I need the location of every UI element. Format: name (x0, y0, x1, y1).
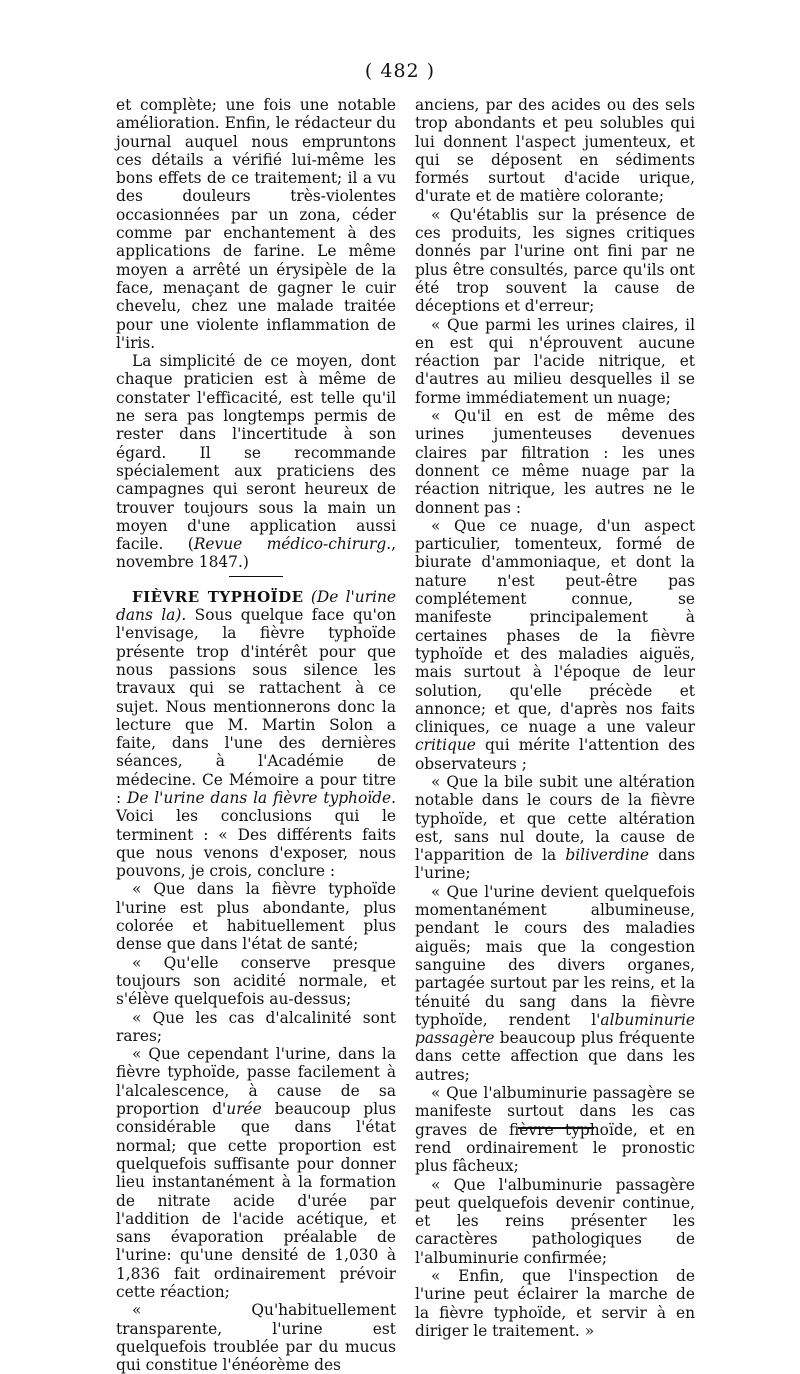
right-column (415, 96, 695, 1340)
section-paragraph: FIÈVRE TYPHOÏDE (De l'urine dans la). Sous quelque face qu'on l'envisage, la fièvre typhoïde présente trop d'intérêt pour que nous passions sous silence les travaux qui se rattachent à ce sujet. Nous mentionnerons donc la lecture que M. Martin Solon a faite, dans l'une des dernières séances, à l'Académie de médecine. Ce Mémoire a pour titre : De l'urine dans la fièvre typhoïde. Voici les conclusions qui le terminent : « Des différents faits que nous venons d'exposer, nous pouvons, je crois, conclure : (116, 587, 396, 881)
paragraph: « Que l'albuminurie passagère peut quelquefois devenir continue, et les reins présenter les caractères pathologiques de l'albuminurie confirmée; (415, 1175, 695, 1267)
section-subheading: (De l'urine dans la). (116, 587, 396, 625)
paragraph: « Qu'habituellement transparente, l'urine est quelquefois troublée par du mucus qui constitue l'énéorème des (116, 1301, 396, 1374)
paragraph: « Qu'établis sur la présence de ces produits, les signes critiques donnés par l'urine ont fini par ne plus être consultés, parce qu'ils ont été trop souvent la cause de déceptions et d'erreur; (415, 205, 695, 316)
paragraph: « Que ce nuage, d'un aspect particulier, tomenteux, formé de biurate d'ammoniaque, et dont la nature n'est peut-être pas complétement connue, se manifeste principalement à certaines phases de la fièvre typhoïde et des maladies aiguës, mais surtout à l'époque de leur solution, qu'elle précède et annonce; et que, d'après nos faits cliniques, ce nuage a une valeur critique qui mérite l'attention des observateurs ; (415, 516, 695, 773)
source-citation: Revue médico-chirurg. (193, 535, 392, 554)
paragraph: « Que cependant l'urine, dans la fièvre typhoïde, passe facilement à l'alcalescence, à cause de sa proportion d'urée beaucoup plus considérable que dans l'état normal; que cette proportion est quelquefois suffisante pour donner lieu instantanément à la formation de nitrate acide d'urée par l'addition de l'acide acétique, et sans évaporation préalable de l'urine: qu'une densité de 1,030 à 1,836 fait ordinairement prévoir cette réaction; (116, 1045, 396, 1301)
end-rule (518, 1127, 594, 1129)
paragraph: « Que dans la fièvre typhoïde l'urine est plus abondante, plus colorée et habituellement plus dense que dans l'état de santé; (116, 880, 396, 954)
paragraph: La simplicité de ce moyen, dont chaque praticien est à même de constater l'efficacité, est telle qu'il ne sera pas longtemps permis de rester dans l'incertitude à son égard. Il se recommande spécialement aux praticiens des campagnes qui seront heureux de trouver toujours sous la main un moyen d'une application aussi facile. (Revue médico-chirurg., novembre 1847.) (116, 352, 396, 572)
paragraph: « Que l'urine devient quelquefois momentanément albumineuse, pendant le cours des maladies aiguës; mais que la congestion sanguine des divers organes, partagée surtout par les reins, et la ténuité du sang dans la fièvre typhoïde, rendent l'albuminurie passagère beaucoup plus fréquente dans cette affection que dans les autres; (415, 882, 695, 1084)
paragraph: « Qu'il en est de même des urines jumenteuses devenues claires par filtration : les unes donnent ce même nuage par la réaction nitrique, les autres ne le donnent pas : (415, 407, 695, 517)
page-number: ( 482 ) (364, 60, 436, 82)
section-divider (229, 576, 283, 577)
paragraph: « Qu'elle conserve presque toujours son acidité normale, et s'élève quelquefois au-dessus; (116, 953, 396, 1009)
memoir-title: De l'urine dans la fièvre typhoïde. (127, 788, 396, 807)
paragraph: « Que parmi les urines claires, il en est qui n'éprouvent aucune réaction par l'acide nitrique, et d'autres au milieu desquelles il se forme immédiatement un nuage; (415, 315, 695, 407)
paragraph: et complète; une fois une notable amélioration. Enfin, le rédacteur du journal auquel nous empruntons ces détails a vérifié lui-même les bons effets de ce traitement; il a vu des douleurs très-violentes occasionnées par un zona, céder comme par enchantement à des applications de farine. Le même moyen a arrêté un érysipèle de la face, menaçant de gagner le cuir chevelu, chez une malade traitée pour une violente inflammation de l'iris. (116, 96, 396, 352)
paragraph: « Que l'albuminurie passagère se manifeste surtout dans les cas graves de fièvre typhoïde, et en rend ordinairement le pronostic plus fâcheux; (415, 1084, 695, 1176)
left-column (116, 96, 396, 1374)
paragraph: anciens, par des acides ou des sels trop abondants et peu solubles qui lui donnent l'aspect jumenteux, et qui se déposent en sédiments formés surtout d'acide urique, d'urate et de matière colorante; (415, 96, 695, 206)
paragraph: « Que la bile subit une altération notable dans le cours de la fièvre typhoïde, et que cette altération est, sans nul doute, la cause de l'apparition de la biliverdine dans l'urine; (415, 772, 695, 883)
section-heading: FIÈVRE TYPHOÏDE (132, 587, 304, 606)
paragraph: « Enfin, que l'inspection de l'urine peut éclairer la marche de la fièvre typhoïde, et servir à en diriger le traitement. » (415, 1267, 695, 1340)
paragraph: « Que les cas d'alcalinité sont rares; (116, 1008, 396, 1045)
